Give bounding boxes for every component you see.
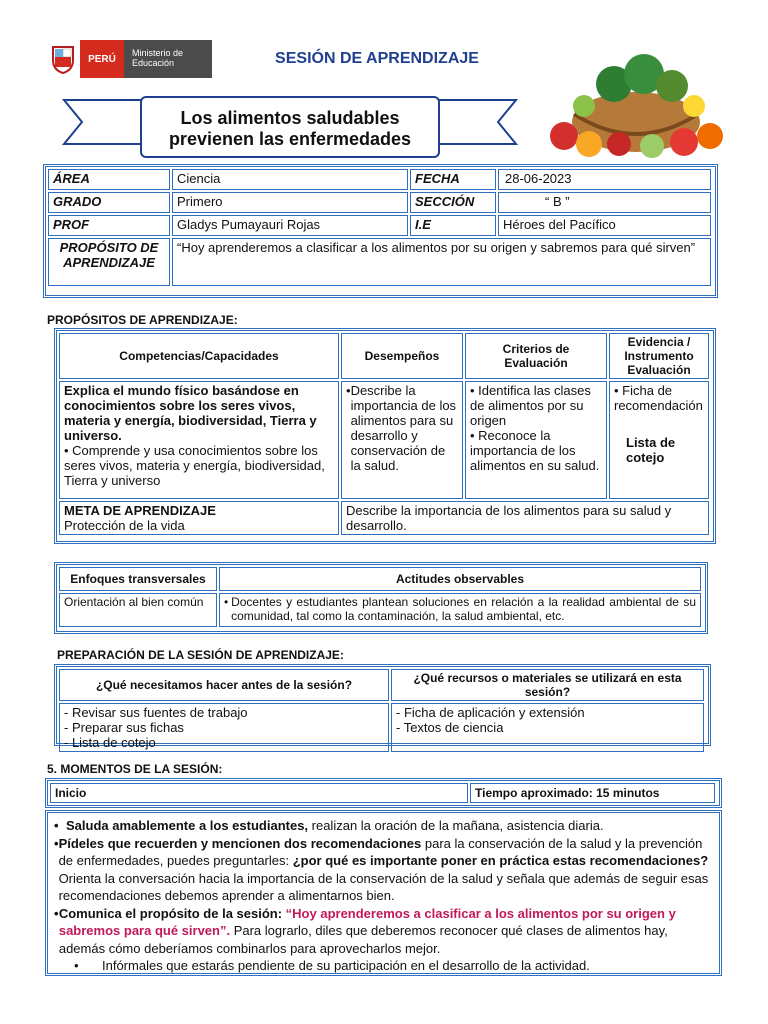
col-criterios: Criterios de Evaluación — [465, 333, 607, 379]
col-recursos: ¿Qué recursos o materiales se utilizará en esta sesión? — [391, 669, 704, 701]
logo-country: PERÚ — [80, 40, 124, 78]
vegetable-basket-icon — [544, 44, 728, 162]
fecha-label: FECHA — [410, 169, 496, 190]
inicio-header-box — [45, 778, 722, 808]
criterio-2: • Reconoce la importancia de los alimentos en su salud. — [470, 428, 600, 473]
meta-description: Describe la importancia de los alimentos para su salud y desarrollo. — [341, 501, 709, 535]
prof-value: Gladys Pumayauri Rojas — [172, 215, 408, 236]
actitud-value: Docentes y estudiantes plantean soluciones en relación a la realidad ambiental de su comunidad, tal como la contaminación, la salud ambiental, etc. — [231, 595, 696, 623]
peru-shield-icon — [46, 40, 80, 78]
proposito-label: PROPÓSITO DE APRENDIZAJE — [48, 238, 170, 286]
grado-value: Primero — [172, 192, 408, 213]
session-title: Los alimentos saludables previenen las enfermedades — [140, 96, 440, 158]
grado-label: GRADO — [48, 192, 170, 213]
inicio-content — [45, 810, 722, 976]
inicio-label: Inicio — [50, 783, 468, 803]
propositos-box: Competencias/Capacidades Desempeños Criterios de Evaluación Evidencia / Instrumento Evaluación Explica el mundo físico basándose en conocimientos sobre los seres vivos, materia y energía, biodiversidad, Tierra y universo. • Comprende y usa conocimientos sobre los seres vivos, materia y energía, biodiversidad, Tierra y universo • Describe la importancia de los alimentos para su desarrollo y conservación de la salud. • Identifica las clases de alimentos por su origen • Reconoce la importancia de los alimentos en su salud. • Ficha de recomendación Lista de cotejo META DE APRENDIZAJE Protección de la vida Describe la importancia de los alimentos para su salud y desarrollo. — [54, 328, 716, 544]
area-value: Ciencia — [172, 169, 408, 190]
paso-2: • Pídeles que recuerden y mencionen dos recomendaciones para la conservación de la salud y la prevención de enfermedades, puedes preguntarles: ¿por qué es importante poner en práctica estas recomendaciones? Orienta la conversación hacia la importancia de la conservación de la salud y señala que además de seguir esas recomendaciones debemos aprender a alimentarnos bien. — [54, 835, 709, 903]
paso-4: • Infórmales que estarás pendiente de su participación en el desarrollo de la actividad. — [74, 958, 590, 973]
enfoque-value: Orientación al bien común — [59, 593, 217, 627]
preparacion-heading: PREPARACIÓN DE LA SESIÓN DE APRENDIZAJE: — [57, 648, 344, 662]
meta-label: META DE APRENDIZAJE — [64, 503, 216, 518]
criterio-1: • Identifica las clases de alimentos por su origen — [470, 383, 591, 428]
area-label: ÁREA — [48, 169, 170, 190]
ribbon-right-icon — [436, 92, 520, 148]
paso-1: • Saluda amablemente a los estudiantes, realizan la oración de la mañana, asistencia diaria. — [54, 818, 604, 833]
col-actitudes: Actitudes observables — [219, 567, 701, 591]
propositos-heading: PROPÓSITOS DE APRENDIZAJE: — [47, 313, 238, 327]
antes-item: - Lista de cotejo — [64, 735, 156, 750]
fecha-value: 28-06-2023 — [498, 169, 711, 190]
col-desempenos: Desempeños — [341, 333, 463, 379]
antes-item: - Preparar sus fichas — [64, 720, 184, 735]
info-box — [43, 164, 718, 298]
logo-ministry: Ministerio de Educación — [124, 40, 212, 78]
enfoques-box: Enfoques transversales Actitudes observables Orientación al bien común • Docentes y estudiantes plantean soluciones en relación a la realidad ambiental de su comunidad, tal como la contaminación, la salud ambiental, etc. — [54, 562, 708, 634]
col-enfoques: Enfoques transversales — [59, 567, 217, 591]
evidencia: • Ficha de recomendación — [614, 383, 703, 413]
preparacion-box — [54, 664, 711, 750]
meta-value: Protección de la vida — [64, 518, 185, 533]
col-evidencia: Evidencia / Instrumento Evaluación — [609, 333, 709, 379]
capacidad: • Comprende y usa conocimientos sobre los seres vivos, materia y energía, biodiversidad, Tierra y universo — [64, 443, 325, 488]
desempeno: Describe la importancia de los alimentos para su desarrollo y conservación de la salud. — [350, 383, 457, 473]
col-antes: ¿Qué necesitamos hacer antes de la sesión? — [59, 669, 389, 701]
ie-value: Héroes del Pacífico — [498, 215, 711, 236]
prof-label: PROF — [48, 215, 170, 236]
seccion-label: SECCIÓN — [410, 192, 496, 213]
competencia: Explica el mundo físico basándose en conocimientos sobre los seres vivos, materia y energía, biodiversidad, Tierra y universo. — [64, 383, 317, 443]
recurso-item: - Ficha de aplicación y extensión — [396, 705, 585, 720]
instrumento: Lista de cotejo — [626, 435, 676, 465]
paso-3: • Comunica el propósito de la sesión: “Hoy aprenderemos a clasificar a los alimentos por su origen y sabremos para qué sirven”. Para lograrlo, diles que deberemos reconocer qué clases de alimentos hay, además cómo deberíamos combinarlos para aprovecharlos mejor. — [54, 905, 676, 956]
minedu-logo — [46, 40, 214, 78]
ie-label: I.E — [410, 215, 496, 236]
proposito-value: “Hoy aprenderemos a clasificar a los alimentos por su origen y sabremos para qué sirven” — [172, 238, 711, 286]
momentos-heading: 5. MOMENTOS DE LA SESIÓN: — [47, 762, 223, 776]
antes-item: - Revisar sus fuentes de trabajo — [64, 705, 248, 720]
col-competencias: Competencias/Capacidades — [59, 333, 339, 379]
tiempo-label: Tiempo aproximado: 15 minutos — [470, 783, 715, 803]
page-title: SESIÓN DE APRENDIZAJE — [275, 50, 479, 67]
recurso-item: - Textos de ciencia — [396, 720, 504, 735]
ribbon-left-icon — [60, 92, 144, 148]
seccion-value: “ B ” — [498, 192, 711, 213]
